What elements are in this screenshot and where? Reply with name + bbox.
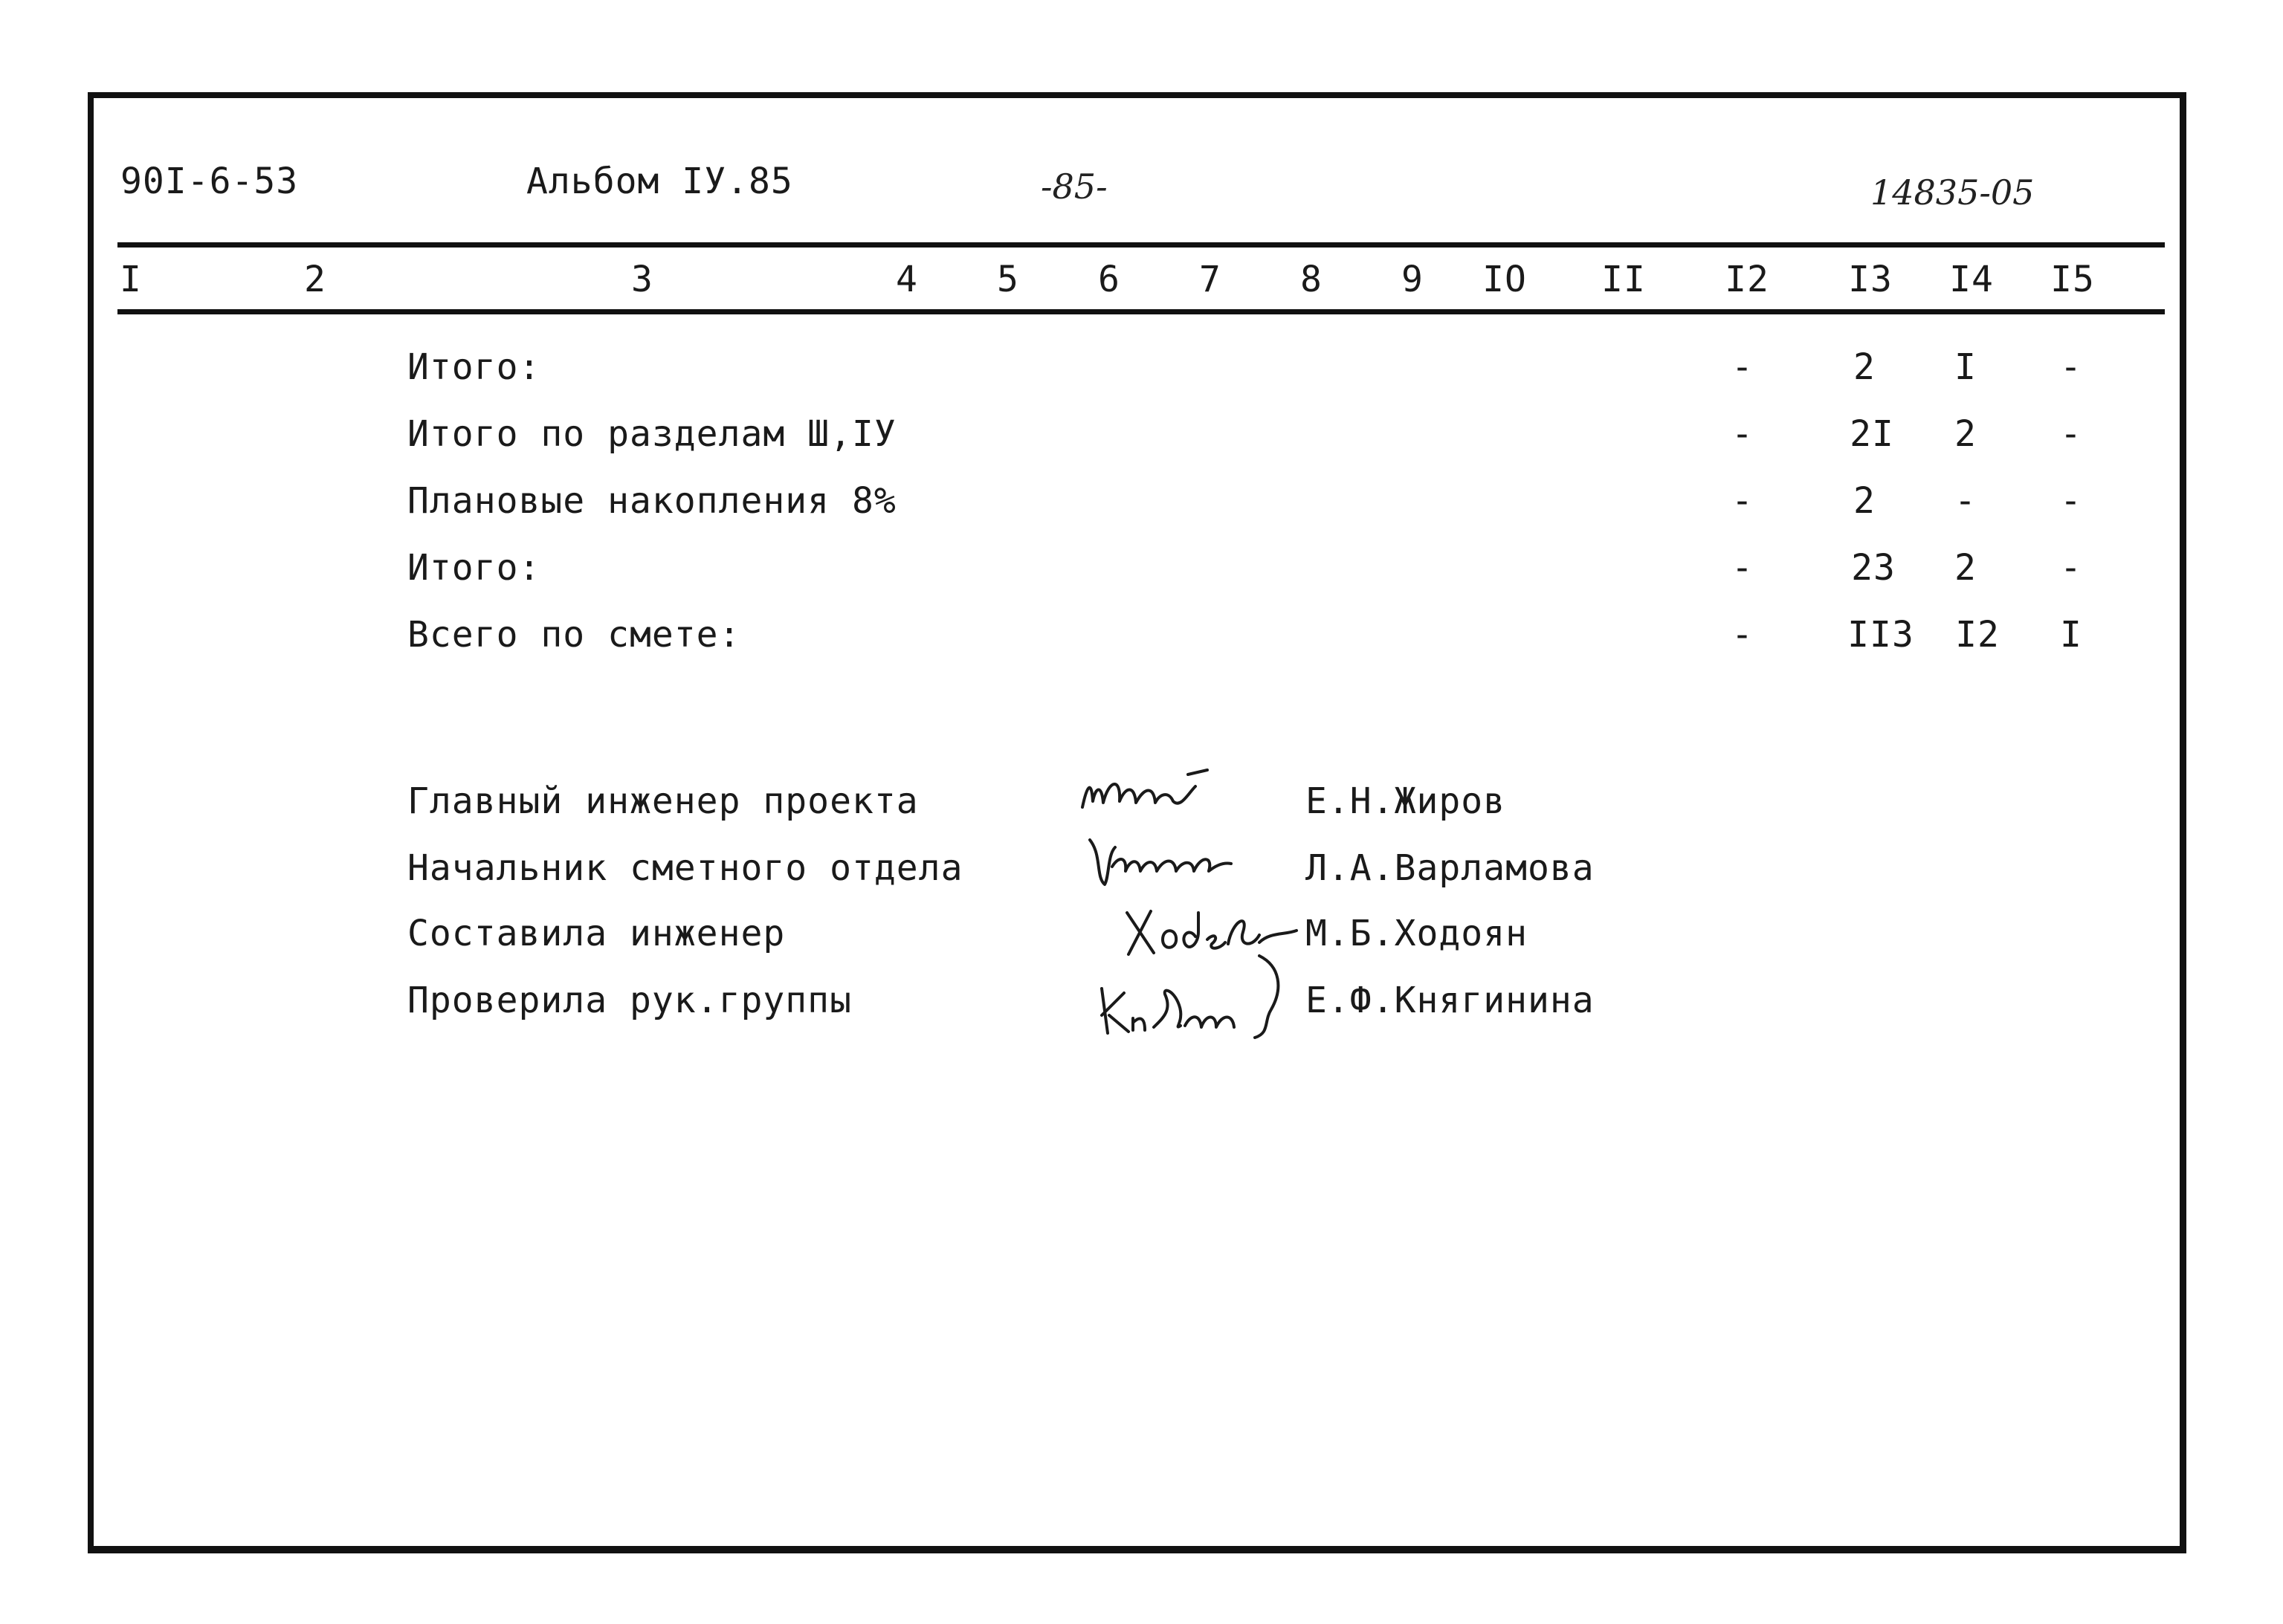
cell-col-13: 2 [1853, 480, 1876, 522]
row-label: Всего по смете: [407, 614, 741, 656]
row-label: Итого: [407, 547, 541, 589]
cell-col-14: I [1954, 346, 1977, 388]
document-code: 90I-6-53 [120, 161, 299, 202]
column-number-15: I5 [2050, 259, 2095, 300]
signatory-name: Е.Н.Жиров [1305, 780, 1506, 822]
column-number-6: 6 [1098, 259, 1120, 300]
cell-col-15: I [2060, 614, 2082, 656]
cell-col-13: 2I [1850, 413, 1894, 455]
column-number-12: I2 [1725, 259, 1769, 300]
header-rule-bottom [117, 309, 2165, 314]
column-number-10: IO [1482, 259, 1527, 300]
cell-col-15: - [2060, 413, 2082, 455]
signatory-name: М.Б.Ходоян [1305, 913, 1528, 954]
cell-col-14: I2 [1955, 614, 2000, 656]
column-number-11: II [1601, 259, 1646, 300]
cell-col-14: 2 [1954, 413, 1977, 455]
signatory-role: Проверила рук.группы [407, 980, 852, 1021]
cell-col-12: - [1731, 413, 1754, 455]
cell-col-14: 2 [1954, 547, 1977, 589]
signatory-name: Л.А.Варламова [1305, 847, 1595, 889]
cell-col-14: - [1954, 480, 1977, 522]
page-number: -85- [1041, 166, 1108, 207]
cell-col-13: II3 [1847, 614, 1914, 656]
frame-border-right [2180, 92, 2186, 1553]
row-label: Плановые накопления 8% [407, 480, 897, 522]
cell-col-15: - [2060, 480, 2082, 522]
row-label: Итого по разделам Ш,IУ [407, 413, 897, 455]
column-number-14: I4 [1949, 259, 1994, 300]
cell-col-12: - [1731, 346, 1754, 388]
cell-col-15: - [2060, 346, 2082, 388]
cell-col-12: - [1731, 614, 1754, 656]
column-number-2: 2 [304, 259, 326, 300]
handwritten-signature [1082, 825, 1246, 899]
column-number-1: I [120, 259, 142, 300]
signatory-role: Главный инженер проекта [407, 780, 919, 822]
signatory-role: Начальник сметного отдела [407, 847, 963, 889]
signatory-role: Составила инженер [407, 913, 786, 954]
column-number-4: 4 [896, 259, 918, 300]
cell-col-13: 2 [1853, 346, 1876, 388]
frame-border-bottom [88, 1546, 2186, 1553]
header-rule-top [117, 242, 2165, 248]
cell-col-13: 23 [1851, 547, 1896, 589]
column-number-3: 3 [631, 259, 653, 300]
column-number-9: 9 [1401, 259, 1424, 300]
sheet-code: 14835-05 [1870, 172, 2035, 213]
album-title: Альбом IУ.85 [526, 161, 793, 202]
cell-col-12: - [1731, 480, 1754, 522]
column-number-13: I3 [1848, 259, 1893, 300]
column-number-8: 8 [1300, 259, 1323, 300]
frame-border-left [88, 92, 94, 1553]
row-label: Итого: [407, 346, 541, 388]
handwritten-signature [1091, 944, 1314, 1041]
column-number-5: 5 [997, 259, 1019, 300]
signatory-name: Е.Ф.Княгинина [1305, 980, 1595, 1021]
handwritten-signature [1076, 764, 1225, 824]
frame-border-top [94, 92, 2186, 98]
cell-col-12: - [1731, 547, 1754, 589]
cell-col-15: - [2060, 547, 2082, 589]
column-number-7: 7 [1199, 259, 1221, 300]
